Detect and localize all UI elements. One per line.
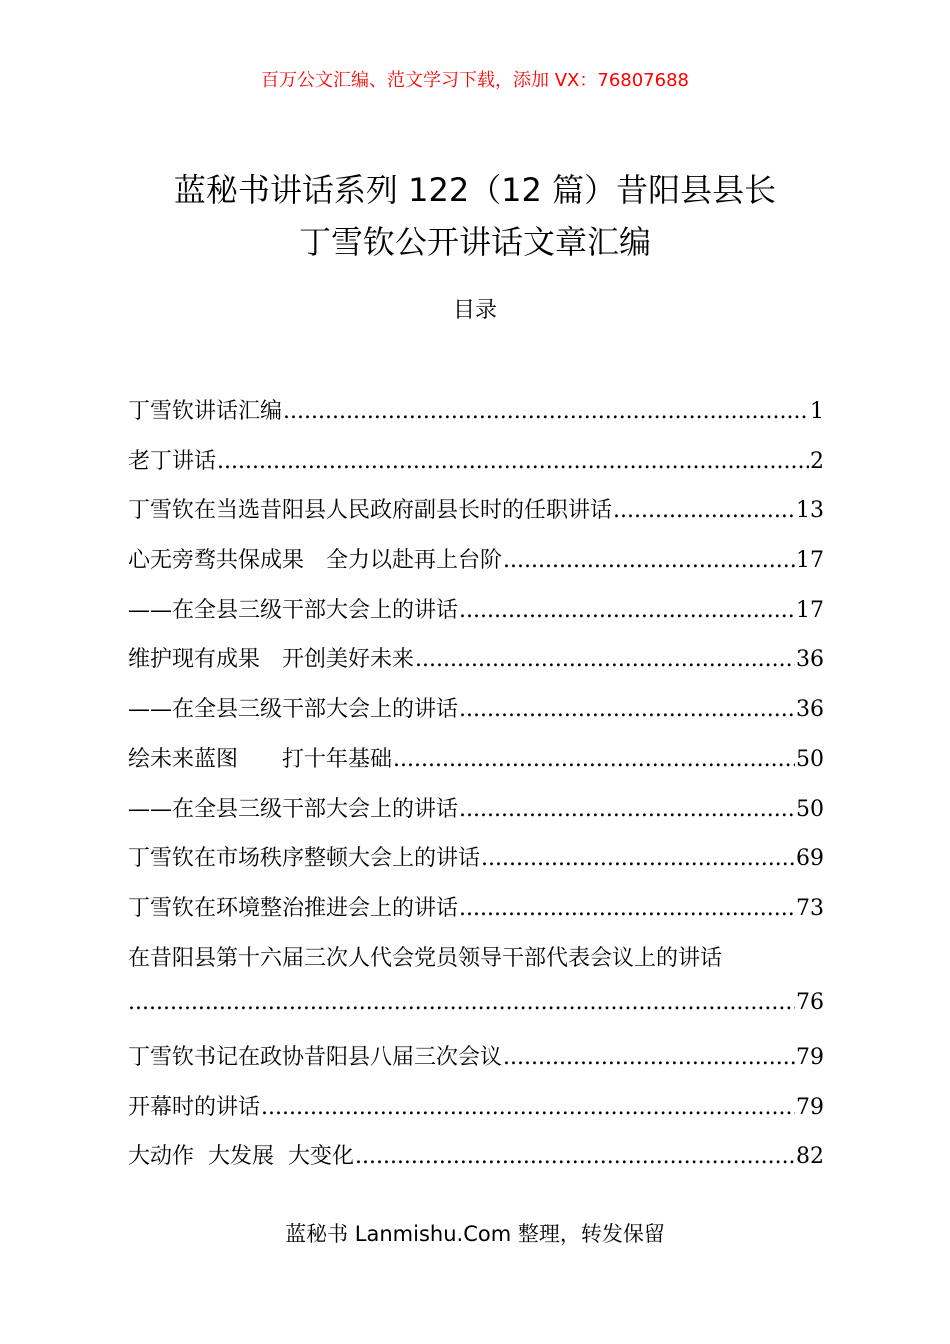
toc-entry[interactable] xyxy=(128,493,824,543)
toc-entry-title: 心无旁骛共保成果 全力以赴再上台阶 xyxy=(128,548,503,574)
toc-entry-page: 82 xyxy=(796,1144,824,1170)
toc-entry[interactable] xyxy=(128,1139,824,1189)
toc-entry-page: 17 xyxy=(796,597,824,623)
toc-entry-title: 丁雪钦讲话汇编 xyxy=(128,399,283,424)
toc-entry-title: 绘未来蓝图 打十年基础 xyxy=(128,746,393,772)
toc-entry-page: 36 xyxy=(796,647,824,673)
toc-entry[interactable] xyxy=(128,1090,824,1140)
toc-entry-title: 大动作 大发展 大变化 xyxy=(128,1144,354,1170)
toc-entry-page: 17 xyxy=(796,548,824,574)
header-note: 百万公文汇编、范文学习下载，添加 VX：76807688 xyxy=(261,70,689,91)
toc-entry-title: 开幕时的讲话 xyxy=(128,1094,261,1120)
table-of-contents xyxy=(128,394,824,1189)
toc-entry-page: 36 xyxy=(796,697,824,723)
toc-entry-page: 50 xyxy=(796,796,824,822)
toc-leader-dots xyxy=(459,598,795,623)
toc-entry-page: 76 xyxy=(796,990,824,1016)
toc-entry[interactable] xyxy=(128,543,824,593)
toc-entry-title: 丁雪钦在当选昔阳县人民政府副县长时的任职讲话 xyxy=(128,498,613,524)
toc-entry[interactable] xyxy=(128,841,824,891)
toc-leader-dots xyxy=(261,1095,795,1120)
toc-entry[interactable] xyxy=(128,941,824,991)
toc-leader-dots xyxy=(217,449,809,474)
toc-entry[interactable] xyxy=(128,1040,824,1090)
toc-entry[interactable] xyxy=(128,593,824,643)
toc-entry-page: 69 xyxy=(796,846,824,872)
toc-entry[interactable] xyxy=(128,642,824,692)
toc-leader-dots xyxy=(503,1045,795,1070)
toc-leader-dots xyxy=(128,990,795,1015)
toc-entry-page: 50 xyxy=(796,746,824,772)
toc-entry-page: 1 xyxy=(810,399,824,424)
toc-entry-title: 丁雪钦在环境整治推进会上的讲话 xyxy=(128,895,459,921)
toc-entry-title: 丁雪钦在市场秩序整顿大会上的讲话 xyxy=(128,846,481,872)
document-title-line-1: 蓝秘书讲话系列 122（12 篇）昔阳县县长 xyxy=(173,171,777,209)
toc-entry-title: ——在全县三级干部大会上的讲话 xyxy=(128,796,459,822)
toc-entry[interactable] xyxy=(128,742,824,792)
toc-entry-title: 老丁讲话 xyxy=(128,448,217,474)
toc-entry-title: 在昔阳县第十六届三次人代会党员领导干部代表会议上的讲话 xyxy=(128,945,723,971)
toc-entry-continuation[interactable] xyxy=(128,990,824,1040)
toc-entry-page: 13 xyxy=(796,498,824,524)
toc-entry-page: 79 xyxy=(796,1044,824,1070)
toc-leader-dots xyxy=(283,399,809,424)
toc-entry[interactable] xyxy=(128,394,824,444)
toc-entry-page: 79 xyxy=(796,1094,824,1120)
toc-entry-page: 2 xyxy=(810,448,824,474)
toc-leader-dots xyxy=(459,896,795,921)
toc-leader-dots xyxy=(481,846,795,871)
footer-note: 蓝秘书 Lanmishu.Com 整理，转发保留 xyxy=(285,1222,665,1246)
toc-entry-page: 73 xyxy=(796,895,824,921)
toc-entry[interactable] xyxy=(128,792,824,842)
toc-entry[interactable] xyxy=(128,692,824,742)
toc-entry-title: ——在全县三级干部大会上的讲话 xyxy=(128,697,459,723)
toc-leader-dots xyxy=(459,697,795,722)
toc-leader-dots xyxy=(355,1144,795,1169)
toc-heading: 目录 xyxy=(452,298,497,323)
document-title xyxy=(60,164,890,268)
toc-leader-dots xyxy=(415,647,795,672)
toc-leader-dots xyxy=(613,498,795,523)
toc-entry[interactable] xyxy=(128,444,824,494)
toc-entry[interactable] xyxy=(128,891,824,941)
toc-leader-dots xyxy=(503,548,795,573)
document-title-line-2: 丁雪钦公开讲话文章汇编 xyxy=(298,223,651,261)
toc-entry-title: ——在全县三级干部大会上的讲话 xyxy=(128,597,459,623)
toc-entry-title: 丁雪钦书记在政协昔阳县八届三次会议 xyxy=(128,1044,503,1070)
toc-leader-dots xyxy=(393,747,795,772)
toc-entry-title: 维护现有成果 开创美好未来 xyxy=(128,647,415,673)
toc-leader-dots xyxy=(459,797,795,822)
